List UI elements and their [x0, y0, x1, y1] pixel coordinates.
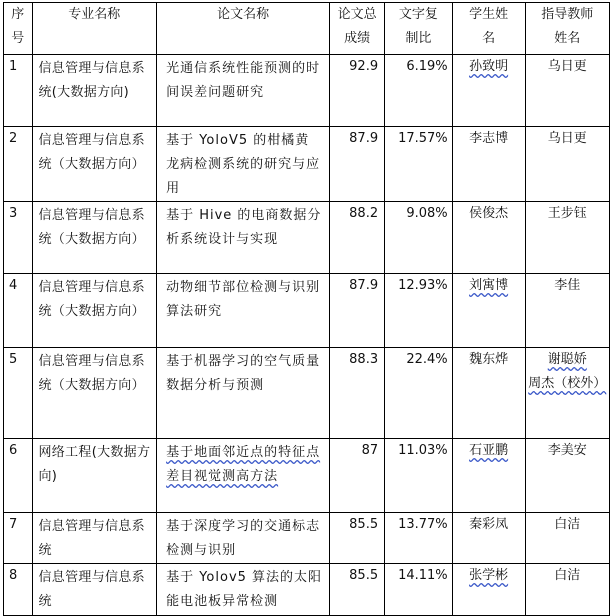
cell-student	[452, 274, 525, 348]
cell-major	[32, 348, 157, 439]
major-text: 信息管理与信息系统	[38, 519, 145, 558]
cell-score	[330, 202, 385, 274]
similarity-text: 22.4%	[406, 352, 448, 367]
cell-advisor	[525, 348, 609, 439]
score-text: 88.2	[349, 206, 379, 221]
cell-index	[4, 564, 33, 616]
index-text: 3	[9, 206, 18, 221]
index-text: 6	[9, 443, 18, 458]
similarity-text: 14.11%	[398, 568, 448, 583]
cell-similarity	[385, 55, 453, 127]
cell-score	[330, 348, 385, 439]
thesis-table	[3, 2, 610, 616]
advisor-text: 谢聪娇 周杰（校外）	[528, 352, 607, 391]
index-text: 4	[9, 278, 18, 293]
cell-similarity	[385, 274, 453, 348]
header-row	[4, 3, 610, 55]
major-text: 信息管理与信息系统(大数据方向)	[38, 61, 145, 100]
cell-score	[330, 55, 385, 127]
title-text: 动物细节部位检测与识别算法研究	[166, 280, 321, 319]
cell-index	[4, 348, 33, 439]
header-index: 序 号	[4, 3, 33, 55]
cell-major	[32, 564, 157, 616]
cell-student	[452, 348, 525, 439]
cell-major	[32, 513, 157, 564]
table-row	[4, 274, 610, 348]
major-text: 信息管理与信息系统（大数据方向）	[38, 208, 145, 247]
index-text: 5	[9, 352, 18, 367]
title-text: 基于 YoloV5 的柑橘黄龙病检测系统的研究与应用	[166, 133, 321, 196]
cell-similarity	[385, 513, 453, 564]
cell-student	[452, 55, 525, 127]
table-row	[4, 439, 610, 513]
header-advisor: 指导教师 姓名	[525, 3, 609, 55]
table-row	[4, 348, 610, 439]
cell-title	[157, 564, 330, 616]
table-row	[4, 513, 610, 564]
title-text: 基于深度学习的交通标志检测与识别	[166, 519, 321, 558]
table-row	[4, 127, 610, 202]
cell-advisor	[525, 202, 609, 274]
student-text: 魏东烨	[469, 352, 509, 367]
score-text: 92.9	[349, 59, 379, 74]
cell-index	[4, 274, 33, 348]
cell-advisor	[525, 55, 609, 127]
cell-advisor	[525, 127, 609, 202]
header-student: 学生姓 名	[452, 3, 525, 55]
student-text: 侯俊杰	[469, 206, 509, 221]
cell-student	[452, 513, 525, 564]
cell-advisor	[525, 439, 609, 513]
index-text: 8	[9, 568, 18, 583]
cell-score	[330, 127, 385, 202]
student-text: 秦彩凤	[469, 517, 509, 532]
advisor-text: 乌日更	[547, 131, 587, 146]
cell-score	[330, 439, 385, 513]
major-text: 信息管理与信息系统	[38, 570, 145, 609]
cell-title	[157, 274, 330, 348]
cell-similarity	[385, 348, 453, 439]
similarity-text: 13.77%	[398, 517, 448, 532]
similarity-text: 12.93%	[398, 278, 448, 293]
cell-student	[452, 202, 525, 274]
cell-index	[4, 439, 33, 513]
cell-similarity	[385, 439, 453, 513]
cell-similarity	[385, 127, 453, 202]
header-similarity: 文字复 制比	[385, 3, 453, 55]
table-row	[4, 564, 610, 616]
major-text: 信息管理与信息系统（大数据方向）	[38, 354, 145, 393]
similarity-text: 6.19%	[406, 59, 448, 74]
cell-student	[452, 127, 525, 202]
cell-major	[32, 55, 157, 127]
student-text: 张学彬	[469, 568, 509, 583]
score-text: 85.5	[349, 568, 379, 583]
cell-score	[330, 564, 385, 616]
cell-title	[157, 202, 330, 274]
major-text: 信息管理与信息系统（大数据方向）	[38, 133, 145, 172]
student-text: 刘寓博	[469, 278, 509, 293]
advisor-text: 白洁	[554, 568, 581, 583]
advisor-text: 白洁	[554, 517, 581, 532]
cell-student	[452, 564, 525, 616]
cell-advisor	[525, 564, 609, 616]
advisor-text: 李佳	[554, 278, 581, 293]
cell-student	[452, 439, 525, 513]
cell-score	[330, 513, 385, 564]
cell-major	[32, 202, 157, 274]
title-text: 基于 Hive 的电商数据分析系统设计与实现	[166, 208, 322, 247]
header-title: 论文名称	[157, 3, 330, 55]
advisor-text: 乌日更	[547, 59, 587, 74]
cell-advisor	[525, 274, 609, 348]
cell-index	[4, 202, 33, 274]
table-row	[4, 202, 610, 274]
cell-similarity	[385, 202, 453, 274]
title-text: 光通信系统性能预测的时间误差问题研究	[166, 61, 321, 100]
cell-similarity	[385, 564, 453, 616]
table-row	[4, 55, 610, 127]
cell-major	[32, 274, 157, 348]
major-text: 信息管理与信息系统（大数据方向）	[38, 280, 145, 319]
cell-index	[4, 513, 33, 564]
student-text: 石亚鹏	[469, 443, 509, 458]
similarity-text: 11.03%	[398, 443, 448, 458]
index-text: 7	[9, 517, 18, 532]
cell-major	[32, 439, 157, 513]
student-text: 李志博	[469, 131, 509, 146]
major-text: 网络工程(大数据方向)	[38, 445, 151, 484]
score-text: 88.3	[349, 352, 379, 367]
student-text: 孙致明	[469, 59, 509, 74]
cell-title	[157, 439, 330, 513]
cell-advisor	[525, 513, 609, 564]
cell-title	[157, 348, 330, 439]
advisor-text: 李美安	[547, 443, 587, 458]
score-text: 87.9	[349, 131, 379, 146]
score-text: 87.9	[349, 278, 379, 293]
cell-title	[157, 55, 330, 127]
score-text: 85.5	[349, 517, 379, 532]
title-text: 基于地面邻近点的特征点差目视觉测高方法	[166, 445, 321, 484]
index-text: 1	[9, 59, 18, 74]
header-major: 专业名称	[32, 3, 157, 55]
score-text: 87	[361, 443, 379, 458]
index-text: 2	[9, 131, 18, 146]
cell-title	[157, 127, 330, 202]
advisor-text: 王步钰	[547, 206, 587, 221]
similarity-text: 9.08%	[406, 206, 448, 221]
similarity-text: 17.57%	[398, 131, 448, 146]
cell-index	[4, 127, 33, 202]
cell-index	[4, 55, 33, 127]
cell-title	[157, 513, 330, 564]
cell-score	[330, 274, 385, 348]
header-score: 论文总 成绩	[330, 3, 385, 55]
cell-major	[32, 127, 157, 202]
title-text: 基于机器学习的空气质量数据分析与预测	[166, 354, 321, 393]
title-text: 基于 Yolov5 算法的太阳能电池板异常检测	[166, 570, 323, 609]
